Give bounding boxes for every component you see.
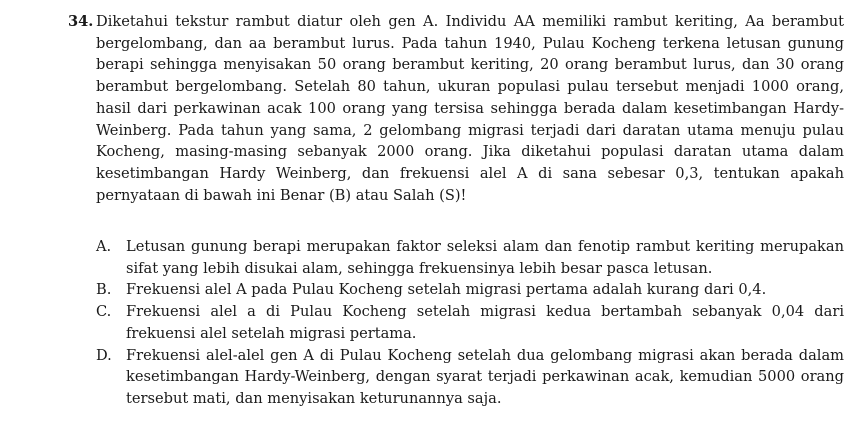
option-text: Frekuensi alel a di Pulau Kocheng setelah migrasi kedua bertambah sebanyak 0,04 dari frekuensi alel setelah migrasi pertama. (126, 303, 844, 342)
option-a (96, 236, 844, 279)
option-text: Letusan gunung berapi merupakan faktor seleksi alam dan fenotip rambut keriting merupakan sifat yang lebih disukai alam, sehingga frekuensinya lebih besar pasca letusan. (126, 238, 844, 277)
options-list (96, 236, 844, 410)
option-d (96, 345, 844, 410)
option-letter: D. (96, 346, 112, 364)
option-letter: A. (96, 238, 112, 255)
question-text: Diketahui tekstur rambut diatur oleh gen A. Individu AA memiliki rambut keriting, Aa berambut bergelombang, dan aa berambut lurus. Pada tahun 1940, Pulau Kocheng terkena letusan gunung berapi sehingga menyisakan 50 orang berambut keriting, 20 orang berambut lurus, dan 30 orang berambut bergelombang. Setelah 80 tahun, ukuran populasi pulau tersebut menjadi 1000 orang, hasil dari perkawinan acak 100 orang yang tersisa sehingga berada dalam kesetimbangan Hardy-Weinberg. Pada tahun yang sama, 2 gelombang migrasi terjadi dari daratan utama menuju pulau Kocheng, masing-masing sebanyak 2000 orang. Jika diketahui populasi daratan utama dalam kesetimbangan Hardy Weinberg, dan frekuensi alel A di sana sebesar 0,3, tentukan apakah pernyataan di bawah ini Benar (B) atau Salah (S)! (96, 13, 844, 204)
question-number: 34. (68, 13, 94, 30)
option-c (96, 301, 844, 344)
question-block (68, 11, 844, 206)
option-text: Frekuensi alel A pada Pulau Kocheng setelah migrasi pertama adalah kurang dari 0,4. (126, 281, 767, 299)
option-letter: B. (96, 281, 112, 299)
option-b (96, 279, 844, 301)
option-letter: C. (96, 303, 112, 321)
option-text: Frekuensi alel-alel gen A di Pulau Kocheng setelah dua gelombang migrasi akan berada dalam kesetimbangan Hardy-Weinberg, dengan syarat terjadi perkawinan acak, kemudian 5000 orang tersebut mati, dan menyisakan keturunannya saja. (126, 346, 844, 407)
